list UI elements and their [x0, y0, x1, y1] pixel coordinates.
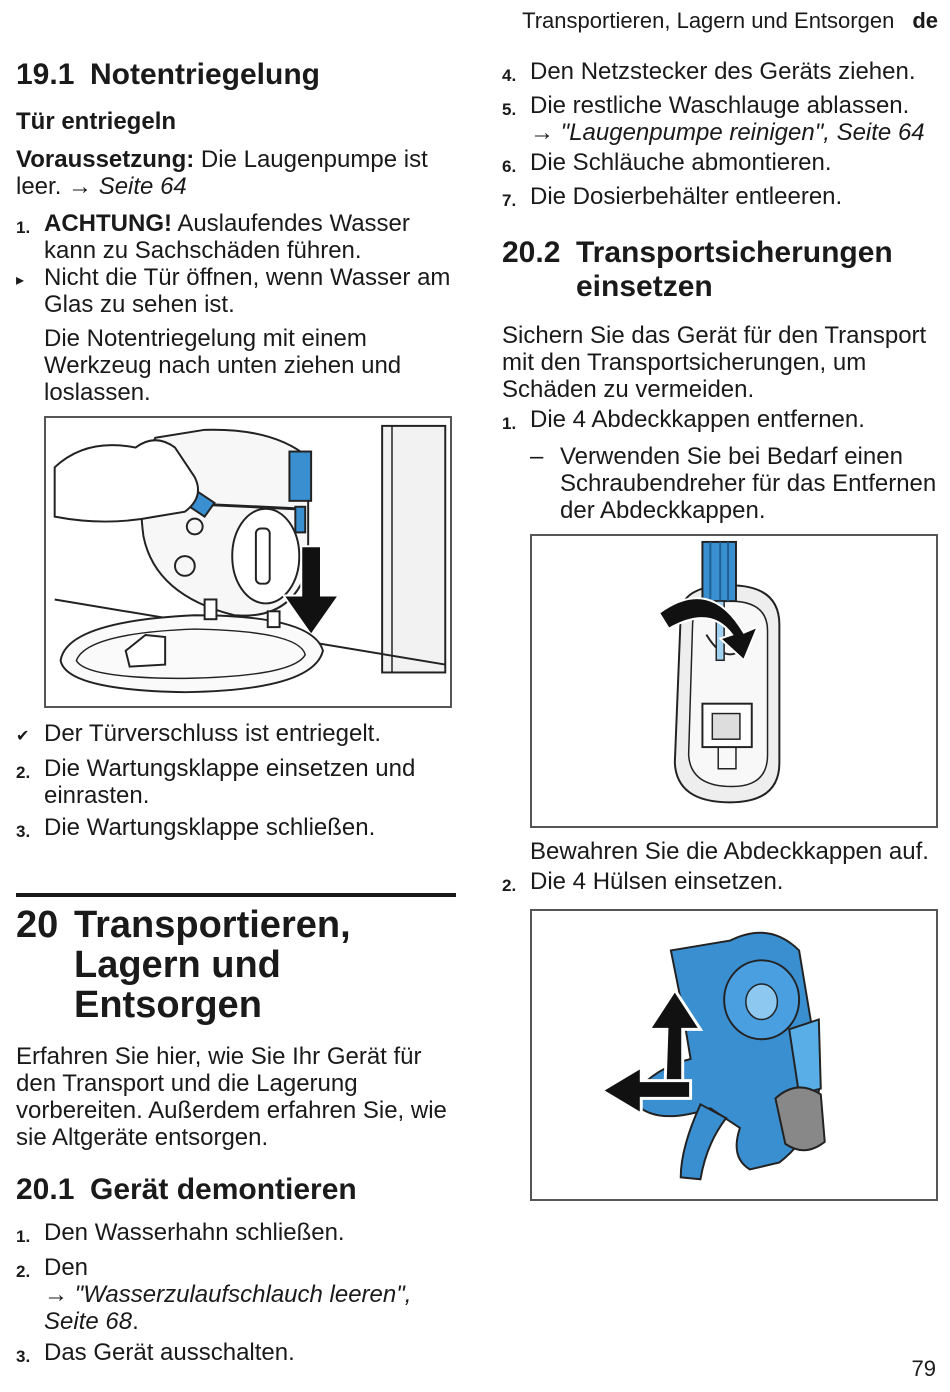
chapter-20-heading: [16, 905, 456, 1025]
sub-item-text: Verwenden Sie bei Bedarf einen Schraubendreher für das Entfernen der Abdeckkappen.: [560, 443, 937, 524]
step-link-tail: .: [132, 1308, 139, 1335]
step-number: 2.: [16, 763, 31, 782]
step-number: 1.: [16, 1227, 31, 1246]
section-title: Transportsicherungen einsetzen: [576, 236, 893, 303]
step-number: 2.: [502, 876, 517, 895]
step-3: [16, 814, 456, 845]
result-text: Der Türverschluss ist entriegelt.: [44, 720, 382, 747]
step-text: Den Wasserhahn schließen.: [44, 1219, 345, 1246]
result-item: [16, 720, 456, 750]
section-number: 20.2: [502, 236, 561, 269]
section-number: 20.1: [16, 1173, 75, 1206]
chapter-divider: [16, 893, 456, 897]
step-number: 3.: [16, 1347, 31, 1366]
step-link[interactable]: "Laugenpumpe reinigen", Seite 64: [560, 119, 925, 146]
figure-emergency-release: [44, 416, 452, 708]
subheading-tuer-entriegeln: Tür entriegeln: [16, 108, 177, 135]
step-5: [502, 92, 942, 146]
step-number: 4.: [502, 66, 517, 85]
section-title: Notentriegelung: [90, 58, 320, 91]
instruction-text: Die Notentriegelung mit einem Werkzeug nach unten ziehen und loslassen.: [44, 325, 402, 406]
sub-item: [502, 443, 942, 524]
keep-caps-note: Bewahren Sie die Abdeckkappen auf.: [530, 838, 929, 865]
step-text: Die Wartungsklappe schließen.: [44, 814, 376, 841]
chapter-title-line-2: Lagern und Entsorgen: [74, 944, 281, 1026]
step-2: [502, 868, 942, 899]
step-1: [16, 1219, 456, 1250]
step-text: Die Dosierbehälter entleeren.: [530, 183, 843, 210]
triangle-bullet-icon: ▸: [16, 272, 25, 289]
step-text: Die Schläuche abmontieren.: [530, 149, 832, 176]
section-number: 19.1: [16, 58, 75, 91]
step-text: Die 4 Abdeckkappen entfernen.: [530, 406, 865, 433]
dash-bullet-icon: –: [530, 443, 544, 470]
prerequisite-link[interactable]: Seite 64: [98, 173, 187, 200]
step-4: [502, 58, 942, 89]
warning-label: ACHTUNG!: [44, 210, 172, 237]
step-text: Die Wartungsklappe einsetzen und einrasten.: [44, 755, 416, 809]
emergency-release-illustration: [46, 418, 450, 706]
step-2: [16, 1254, 456, 1335]
step-3: [16, 1339, 456, 1370]
step-number: 3.: [16, 822, 31, 841]
step-text: Die 4 Hülsen einsetzen.: [530, 868, 784, 895]
page-number: 79: [911, 1356, 936, 1381]
running-header: [522, 8, 938, 34]
step-text: Das Gerät ausschalten.: [44, 1339, 295, 1366]
bullet-text: Nicht die Tür öffnen, wenn Wasser am Glas zu sehen ist.: [44, 264, 451, 318]
warning-text: Auslaufendes Wasser kann zu Sachschäden führen.: [44, 210, 410, 264]
step-link[interactable]: "Wasserzulaufschlauch leeren", Seite 68: [44, 1281, 412, 1335]
section-intro: Sichern Sie das Gerät für den Transport mit den Transportsicherungen, um Schäden zu vermeiden.: [502, 322, 927, 403]
section-19-1-heading: [16, 58, 456, 92]
left-column: [16, 58, 456, 1370]
prerequisite-text: Die Laugenpumpe ist leer.: [16, 146, 428, 200]
figure-insert-sleeves: [530, 909, 938, 1201]
step-text: Die restliche Waschlauge ablassen.: [530, 92, 910, 119]
chapter-title-line-1: Transportieren,: [74, 904, 351, 946]
section-title: Gerät demontieren: [90, 1173, 357, 1206]
step-number: 7.: [502, 191, 517, 210]
figure-remove-caps: [530, 534, 938, 828]
step-text: Den: [44, 1254, 89, 1281]
step-6: [502, 149, 942, 180]
prerequisite-label: Voraussetzung:: [16, 146, 195, 173]
step-1-warning: [16, 210, 456, 264]
right-column: [502, 58, 942, 1201]
step-2: [16, 755, 456, 809]
section-20-1-heading: [16, 1173, 456, 1207]
checkmark-icon: ✔: [16, 728, 30, 745]
step-number: 1.: [16, 218, 31, 237]
arrow-icon: →: [68, 173, 93, 200]
section-20-2-heading: [502, 236, 942, 304]
prerequisite: [16, 146, 456, 200]
step-7: [502, 183, 942, 214]
bullet-item: [16, 264, 456, 318]
remove-caps-illustration: [532, 536, 936, 826]
step-number: 1.: [502, 414, 517, 433]
chapter-intro: Erfahren Sie hier, wie Sie Ihr Gerät für den Transport und die Lagerung vorbereiten. Außerdem erfahren Sie, wie sie Altgeräte entsorgen.: [16, 1043, 447, 1151]
step-text: Den Netzstecker des Geräts ziehen.: [530, 58, 916, 85]
arrow-icon: →: [44, 1281, 68, 1308]
step-number: 5.: [502, 100, 517, 119]
step-1: [502, 406, 942, 437]
arrow-icon: →: [530, 119, 554, 146]
chapter-number: 20: [16, 904, 59, 946]
running-header-title: Transportieren, Lagern und Entsorgen: [522, 8, 895, 33]
step-number: 6.: [502, 157, 517, 176]
insert-sleeves-illustration: [532, 911, 936, 1199]
step-number: 2.: [16, 1262, 31, 1281]
language-code: de: [912, 8, 938, 33]
